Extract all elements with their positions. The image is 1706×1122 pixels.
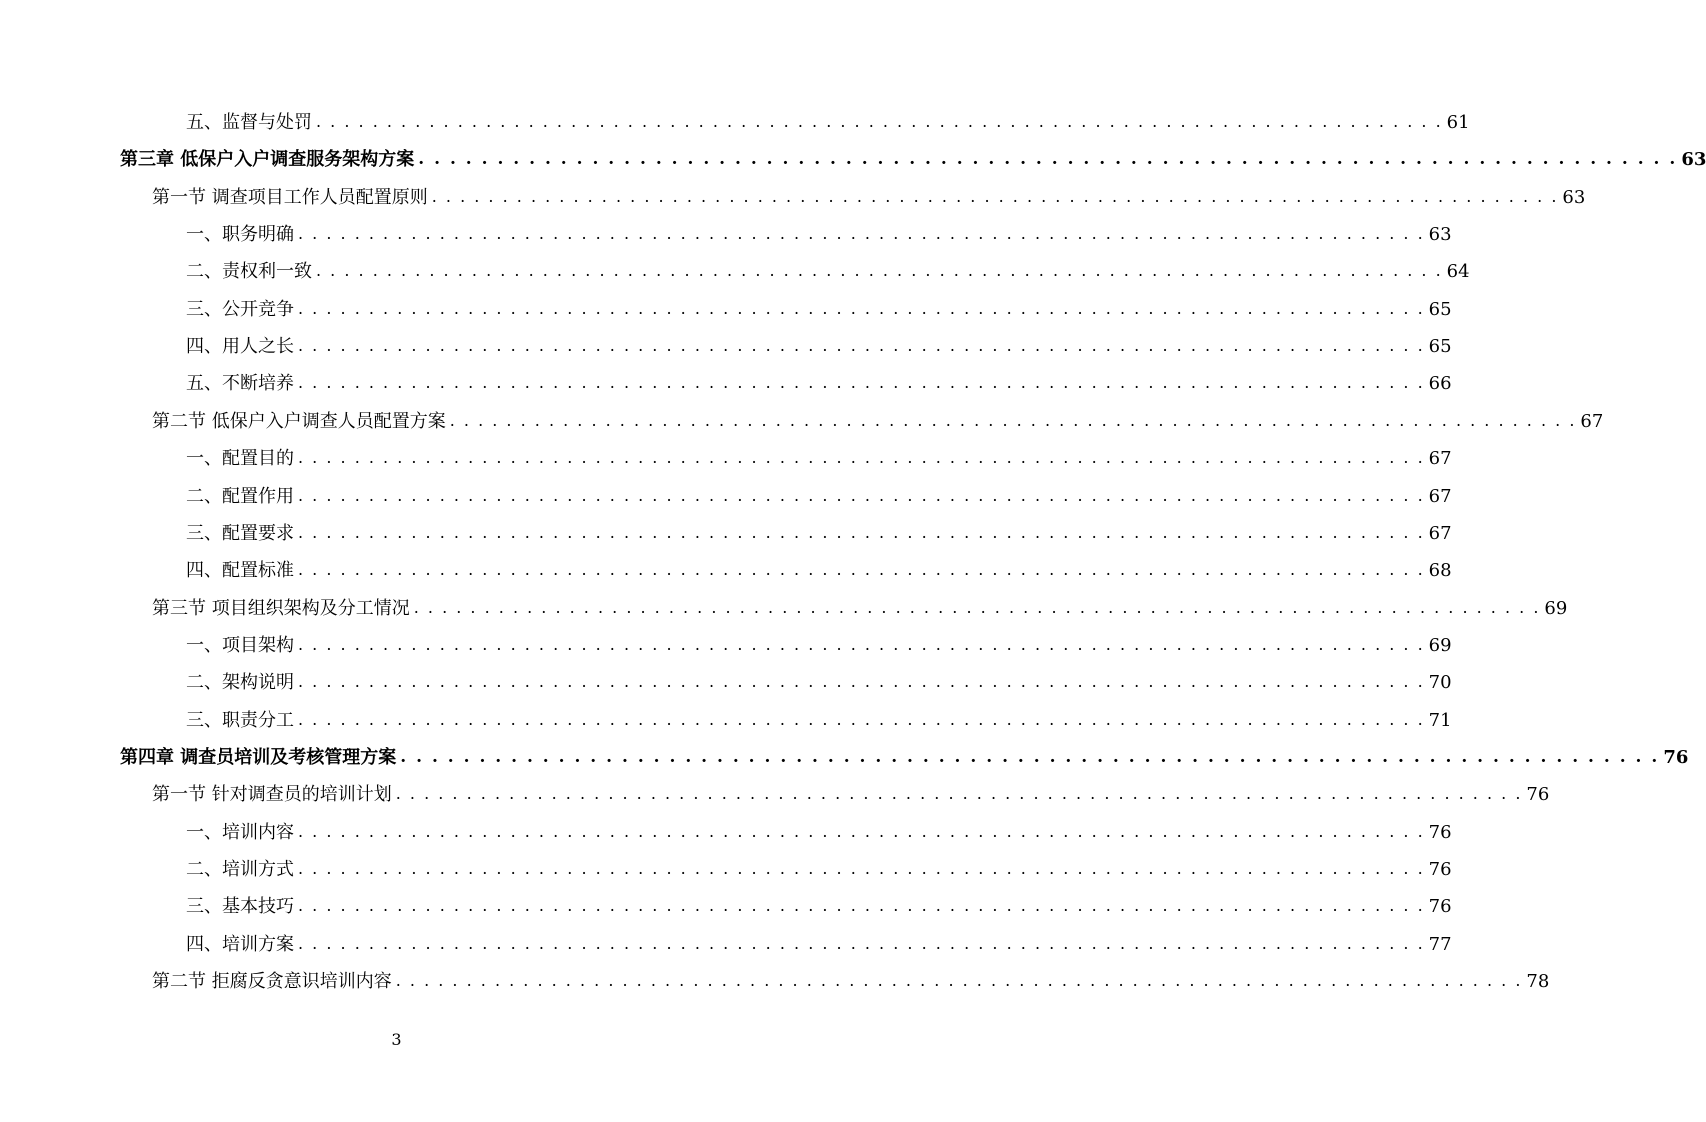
toc-entry-title: 第一节 针对调查员的培训计划	[152, 784, 392, 806]
toc-dot-leader: . . . . . . . . . . . . . . . . . . . . . . . . . . . . . . . . . . . . . . . . . . . . . . . . . . . . . . . . . . . . . . . . . . . . . . . . . . . . . . . .	[298, 485, 1425, 505]
toc-dot-leader: . . . . . . . . . . . . . . . . . . . . . . . . . . . . . . . . . . . . . . . . . . . . . . . . . . . . . . . . . . . . . . . . . . . . . . . . . . . . . . . .	[316, 261, 1443, 281]
toc-entry-page: 64	[1446, 261, 1470, 283]
toc-entry-item[interactable]	[186, 365, 1452, 395]
toc-entry-page: 70	[1428, 672, 1452, 694]
toc-dot-leader: . . . . . . . . . . . . . . . . . . . . . . . . . . . . . . . . . . . . . . . . . . . . . . . . . . . . . . . . . . . . . . . . . . . . . . . . . . . . . . . .	[298, 672, 1425, 692]
toc-entry-section[interactable]	[152, 776, 1550, 806]
toc-dot-leader: . . . . . . . . . . . . . . . . . . . . . . . . . . . . . . . . . . . . . . . . . . . . . . . . . . . . . . . . . . . . . . . . . . . . . . . . . . . . . . . .	[400, 746, 1660, 767]
toc-entry-item[interactable]	[186, 253, 1470, 283]
toc-entry-item[interactable]	[186, 515, 1452, 545]
toc-dot-leader: . . . . . . . . . . . . . . . . . . . . . . . . . . . . . . . . . . . . . . . . . . . . . . . . . . . . . . . . . . . . . . . . . . . . . . . . . . . . . . . .	[395, 971, 1523, 991]
toc-entry-section[interactable]	[152, 179, 1586, 209]
toc-entry-title: 五、不断培养	[186, 373, 294, 395]
toc-entry-title: 三、职责分工	[186, 709, 294, 731]
toc-entry-item[interactable]	[186, 440, 1452, 470]
toc-dot-leader: . . . . . . . . . . . . . . . . . . . . . . . . . . . . . . . . . . . . . . . . . . . . . . . . . . . . . . . . . . . . . . . . . . . . . . . . . . . . . . . .	[298, 298, 1425, 318]
toc-entry-page: 76	[1428, 821, 1452, 843]
toc-dot-leader: . . . . . . . . . . . . . . . . . . . . . . . . . . . . . . . . . . . . . . . . . . . . . . . . . . . . . . . . . . . . . . . . . . . . . . . . . . . . . . . .	[431, 186, 1559, 206]
page-number: 3	[391, 1030, 402, 1049]
toc-entry-page: 71	[1428, 709, 1452, 731]
toc-entry-page: 69	[1428, 634, 1452, 656]
toc-entry-item[interactable]	[186, 291, 1452, 321]
toc-entry-item[interactable]	[186, 664, 1452, 694]
toc-entry-item[interactable]	[186, 552, 1452, 582]
toc-entry-title: 第一节 调查项目工作人员配置原则	[152, 186, 428, 208]
toc-dot-leader: . . . . . . . . . . . . . . . . . . . . . . . . . . . . . . . . . . . . . . . . . . . . . . . . . . . . . . . . . . . . . . . . . . . . . . . . . . . . . . . .	[298, 859, 1425, 878]
toc-entry-title: 一、配置目的	[186, 448, 294, 470]
toc-entry-item[interactable]	[186, 926, 1452, 956]
toc-dot-leader: . . . . . . . . . . . . . . . . . . . . . . . . . . . . . . . . . . . . . . . . . . . . . . . . . . . . . . . . . . . . . . . . . . . . . . . . . . . . . . . .	[418, 149, 1678, 170]
toc-entry-chapter[interactable]	[120, 141, 1706, 171]
toc-entry-page: 78	[1526, 971, 1550, 993]
toc-dot-leader: . . . . . . . . . . . . . . . . . . . . . . . . . . . . . . . . . . . . . . . . . . . . . . . . . . . . . . . . . . . . . . . . . . . . . . . . . . . . . . . .	[298, 336, 1425, 356]
toc-entry-item[interactable]	[186, 478, 1452, 508]
toc-entry-page: 67	[1428, 522, 1452, 544]
toc-entry-page: 63	[1681, 149, 1706, 171]
toc-entry-title: 第三节 项目组织架构及分工情况	[152, 597, 410, 619]
toc-entry-title: 二、配置作用	[186, 485, 294, 507]
toc-entry-title: 四、用人之长	[186, 336, 294, 358]
toc-entry-title: 第三章 低保户入户调查服务架构方案	[120, 149, 415, 171]
toc-entry-title: 二、责权利一致	[186, 261, 312, 283]
toc-entry-page: 77	[1428, 933, 1452, 955]
toc-entry-chapter[interactable]	[120, 739, 1689, 769]
toc-entry-title: 第二节 低保户入户调查人员配置方案	[152, 410, 446, 432]
toc-entry-page: 67	[1428, 448, 1452, 470]
toc-entry-section[interactable]	[152, 590, 1568, 620]
toc-entry-title: 第四章 调查员培训及考核管理方案	[120, 746, 397, 768]
toc-dot-leader: . . . . . . . . . . . . . . . . . . . . . . . . . . . . . . . . . . . . . . . . . . . . . . . . . . . . . . . . . . . . . . . . . . . . . . . . . . . . . . . .	[449, 410, 1577, 430]
toc-entry-page: 65	[1428, 298, 1452, 320]
toc-entry-title: 第二节 拒腐反贪意识培训内容	[152, 971, 392, 993]
toc-entry-section[interactable]	[152, 963, 1550, 993]
toc-dot-leader: . . . . . . . . . . . . . . . . . . . . . . . . . . . . . . . . . . . . . . . . . . . . . . . . . . . . . . . . . . . . . . . . . . . . . . . . . . . . . . . .	[298, 821, 1425, 841]
toc-entry-page: 65	[1428, 336, 1452, 358]
toc-entry-item[interactable]	[186, 814, 1452, 844]
toc-dot-leader: . . . . . . . . . . . . . . . . . . . . . . . . . . . . . . . . . . . . . . . . . . . . . . . . . . . . . . . . . . . . . . . . . . . . . . . . . . . . . . . .	[298, 634, 1425, 654]
toc-entry-item[interactable]	[186, 851, 1452, 881]
toc-dot-leader: . . . . . . . . . . . . . . . . . . . . . . . . . . . . . . . . . . . . . . . . . . . . . . . . . . . . . . . . . . . . . . . . . . . . . . . . . . . . . . . .	[298, 560, 1425, 580]
toc-entry-title: 一、职务明确	[186, 224, 294, 246]
toc-dot-leader: . . . . . . . . . . . . . . . . . . . . . . . . . . . . . . . . . . . . . . . . . . . . . . . . . . . . . . . . . . . . . . . . . . . . . . . . . . . . . . . .	[298, 373, 1425, 393]
toc-dot-leader: . . . . . . . . . . . . . . . . . . . . . . . . . . . . . . . . . . . . . . . . . . . . . . . . . . . . . . . . . . . . . . . . . . . . . . . . . . . . . . . .	[395, 784, 1523, 804]
toc-entry-section[interactable]	[152, 403, 1604, 433]
toc-entry-page: 63	[1562, 186, 1586, 208]
toc-entry-item[interactable]	[186, 104, 1470, 134]
toc-dot-leader: . . . . . . . . . . . . . . . . . . . . . . . . . . . . . . . . . . . . . . . . . . . . . . . . . . . . . . . . . . . . . . . . . . . . . . . . . . . . . . . .	[298, 933, 1425, 953]
toc-entry-page: 67	[1580, 410, 1604, 432]
toc-entry-page: 63	[1428, 224, 1452, 246]
toc-entry-item[interactable]	[186, 216, 1452, 246]
toc-entry-item[interactable]	[186, 328, 1452, 358]
toc-entry-title: 一、培训内容	[186, 821, 294, 843]
toc-entry-title: 五、监督与处罚	[186, 112, 312, 133]
toc-entry-page: 76	[1663, 746, 1689, 768]
toc-dot-leader: . . . . . . . . . . . . . . . . . . . . . . . . . . . . . . . . . . . . . . . . . . . . . . . . . . . . . . . . . . . . . . . . . . . . . . . . . . . . . . . .	[298, 522, 1425, 542]
toc-entry-page: 76	[1428, 896, 1452, 918]
toc-dot-leader: . . . . . . . . . . . . . . . . . . . . . . . . . . . . . . . . . . . . . . . . . . . . . . . . . . . . . . . . . . . . . . . . . . . . . . . . . . . . . . . .	[413, 597, 1541, 617]
toc-entry-title: 二、培训方式	[186, 859, 294, 880]
toc-entry-page: 76	[1428, 859, 1452, 880]
toc-dot-leader: . . . . . . . . . . . . . . . . . . . . . . . . . . . . . . . . . . . . . . . . . . . . . . . . . . . . . . . . . . . . . . . . . . . . . . . . . . . . . . . .	[298, 896, 1425, 916]
toc-entry-item[interactable]	[186, 702, 1452, 732]
toc-entry-title: 二、架构说明	[186, 672, 294, 694]
toc-dot-leader: . . . . . . . . . . . . . . . . . . . . . . . . . . . . . . . . . . . . . . . . . . . . . . . . . . . . . . . . . . . . . . . . . . . . . . . . . . . . . . . .	[316, 112, 1443, 131]
toc-entry-page: 69	[1544, 597, 1568, 619]
toc-dot-leader: . . . . . . . . . . . . . . . . . . . . . . . . . . . . . . . . . . . . . . . . . . . . . . . . . . . . . . . . . . . . . . . . . . . . . . . . . . . . . . . .	[298, 448, 1425, 468]
toc-dot-leader: . . . . . . . . . . . . . . . . . . . . . . . . . . . . . . . . . . . . . . . . . . . . . . . . . . . . . . . . . . . . . . . . . . . . . . . . . . . . . . . .	[298, 709, 1425, 729]
toc-entry-item[interactable]	[186, 888, 1452, 918]
toc-dot-leader: . . . . . . . . . . . . . . . . . . . . . . . . . . . . . . . . . . . . . . . . . . . . . . . . . . . . . . . . . . . . . . . . . . . . . . . . . . . . . . . .	[298, 224, 1425, 244]
toc-entry-title: 三、公开竞争	[186, 298, 294, 320]
toc-entry-page: 76	[1526, 784, 1550, 806]
toc-entry-title: 三、基本技巧	[186, 896, 294, 918]
toc-entry-item[interactable]	[186, 627, 1452, 657]
toc-entry-title: 四、培训方案	[186, 933, 294, 955]
toc-entry-page: 66	[1428, 373, 1452, 395]
toc-entry-title: 四、配置标准	[186, 560, 294, 582]
toc-entry-page: 68	[1428, 560, 1452, 582]
toc-entry-page: 61	[1446, 112, 1470, 133]
toc-entry-title: 一、项目架构	[186, 634, 294, 656]
toc-entry-page: 67	[1428, 485, 1452, 507]
toc-entry-title: 三、配置要求	[186, 522, 294, 544]
